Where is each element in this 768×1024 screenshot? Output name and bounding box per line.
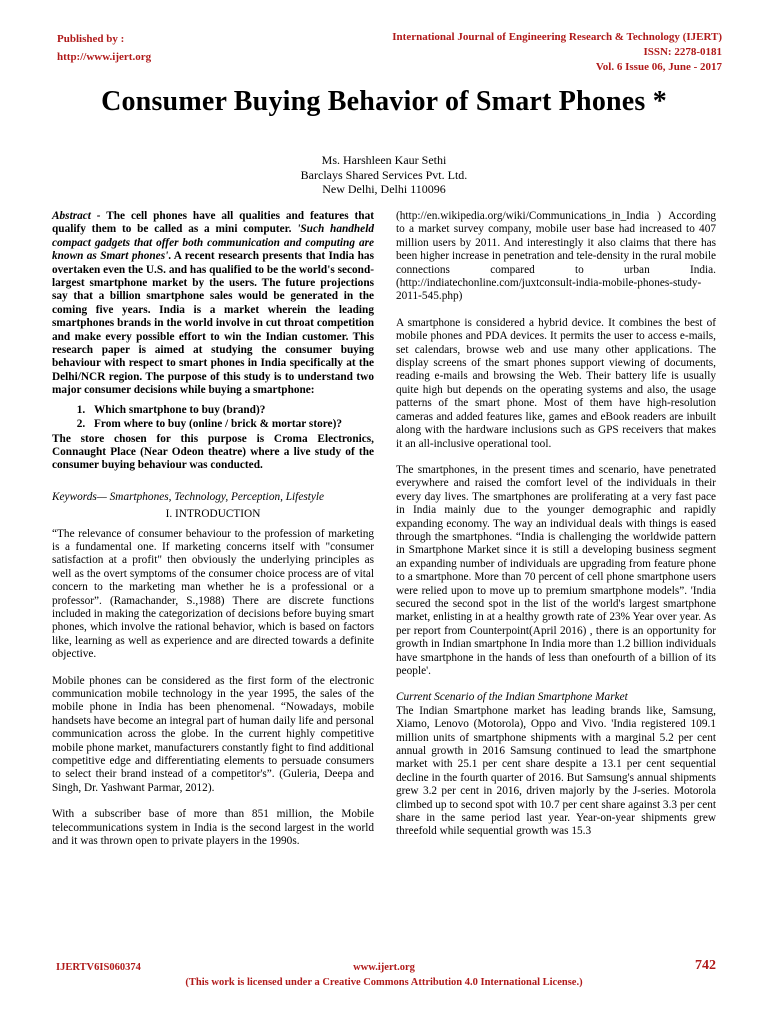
left-column [52,210,374,848]
question-item: 1. Which smartphone to buy (brand)? [88,404,374,417]
paper-id: IJERTV6IS060374 [56,962,141,973]
issn: ISSN: 2278-0181 [643,46,722,58]
keywords: Keywords— Smartphones, Technology, Perception, Lifestyle [52,490,325,503]
publisher-block [57,30,151,66]
question-item: 2. From where to buy (online / brick & mortar store)? [88,418,374,431]
volume-issue: Vol. 6 Issue 06, June - 2017 [595,61,722,73]
section-heading-introduction: I. INTRODUCTION [165,508,261,521]
abstract-label: Abstract - [52,210,101,222]
right-column [396,210,716,839]
abstract-text: The cell phones have all qualities and features that qualify them to be called as a mini computer. [52,210,374,236]
author-block [0,153,768,197]
journal-block [392,30,722,75]
page-number: 742 [695,958,716,973]
question-list [52,404,374,432]
abstract-text-2: . A recent research presents that India has overtaken even the U.S. and has qualified to be the world's second-largest smartphone market by the users. The future projections say that a billion smartphone sales would be generated in the coming five years. India is a market wherein the leading smartphones brands in the world involve in cut throat competition and make every possible effort to win the Indian customer. This research paper is aimed at studying the consumer buying behaviour with respect to smart phones in India specifically at the Delhi/NCR region. The purpose of this study is to understand two major consumer decisions while buying a smartphone: [52,250,374,397]
abstract [52,210,374,398]
paragraph: With a subscriber base of more than 851 million, the Mobile telecommunications system in India is the second largest in the world and it was thrown open to private players in the 1990s. [52,808,374,848]
paragraph: A smartphone is considered a hybrid device. It combines the best of mobile phones and PDA devices. It permits the user to access e-mails, set calendars, browse web and use many other applications. The display screens of the smart phones support viewing of documents, reading e-mails and browsing the Web. Their battery life is usually quite high but depends on the operating systems and also, the usage patterns of the smart phone. Most of them have high-resolution cameras and added features like, games and eBook readers are inbuilt along with the hardware inclusions such as GPS receivers that makes it an all-inclusive operational tool. [396,316,716,450]
paragraph: The Indian Smartphone market has leading brands like, Samsung, Xiamo, Lenovo (Motorola), Oppo and Vivo. 'India registered 109.1 million units of smartphone shipments with a marginal 5.2 per cent annual growth in 2016 Samsung continued to lead the smartphone market with 25.1 per cent share despite a 13.1 per cent sequential decline in the fourth quarter of 2016. But Samsung's annual shipments grew 3.2 per cent in 2016, driven majorly by the J-series. Motorola climbed up to second spot with 10.7 per cent share against 3.3 per cent share in the same period last year. Year-on-year shipments grew threefold while sequential growth was 15.3 [396,704,716,838]
author-location: New Delhi, Delhi 110096 [322,182,446,196]
publisher-website-link[interactable]: http://www.ijert.org [57,51,152,63]
paragraph: Mobile phones can be considered as the first form of the electronic communication mobile technology in the year 1995, the sales of the mobile phone in India has been phenomenal. “Nowadays, mobile handsets have become an integral part of human daily life and personal communication across the globe. In the current highly competitive mobile phone market, manufacturers constantly fight to find additional competitive edge and differentiating elements to persuade consumers to select their brand instead of a competitor's”. (Guleria, Deepa and Singh, Dr. Yashwant Parmar, 2012). [52,674,374,794]
author-name: Ms. Harshleen Kaur Sethi [321,153,447,167]
license-notice: (This work is licensed under a Creative Commons Attribution 4.0 International License.) [185,977,583,988]
author-organization: Barclays Shared Services Pvt. Ltd. [300,167,468,182]
abstract-quote: 'Such handheld compact gadgets that offer both communication and computing are known as Smart phones' [52,223,374,263]
published-by: Published by : [57,33,125,45]
paragraph: (http://en.wikipedia.org/wiki/Communications_in_India ) According to a market survey company, mobile user base had increased to 407 million users by 2011. And interestingly it also claims that there has been higher increase in penetration and tele-density in the rural mobile connections compared to urban India. (http://indiatechonline.com/juxtconsult-india-mobile-phones-study-2011-545.php) [396,210,716,303]
paragraph: “The relevance of consumer behaviour to the profession of marketing is a fundamental one. If marketing concerns itself with "consumer satisfaction at a profit" then obviously the underlying principles as well as the overt symptoms of the consumer choice process are of vital concern to the marketing man whether he is a professional or a professor”. (Ramachander, S.,1988) There are discrete functions included in making the categorization of decisions before buying smart phones, which involve the rational behavior, which is based on factors like, learning as well as experience and are directed towards a definite objective. [52,527,374,661]
subsection-heading: Current Scenario of the Indian Smartphone Market [396,691,628,704]
footer-website-link[interactable]: www.ijert.org [353,962,415,973]
paragraph: The smartphones, in the present times and scenario, have penetrated everywhere and raised the comfort level of the individuals in their every day lives. The smartphones are proliferating at a very fast pace in India mainly due to the younger demographic and rapidly expanding economy. The way an individual deals with things is eased through the smartphones. “India is challenging the worldwide pattern in Smartphone Market since it is still a developing business segment an expanding number of individuals are upgrading from feature phone to a smartphone. More than 70 percent of cell phone smartphone users were relied upon to move up to premium smartphone models”. 'India secured the second spot in the list of the world's largest smartphone market, enlisting in at a healthy growth rate of 23% Year over year. As per report from Counterpoint(April 2016) , there is an opportunity for growth in Indian smartphone In India more than 1.2 billion individuals have smartphone in the hands of less than onefourth of a billion of its people'. [396,463,716,677]
store-description: The store chosen for this purpose is Croma Electronics, Connaught Place (Near Odeon theatre) where a live study of the consumer buying behaviour was conducted. [52,432,374,472]
journal-name: International Journal of Engineering Research & Technology (IJERT) [392,31,722,43]
paper-title: Consumer Buying Behavior of Smart Phones * [101,86,667,117]
